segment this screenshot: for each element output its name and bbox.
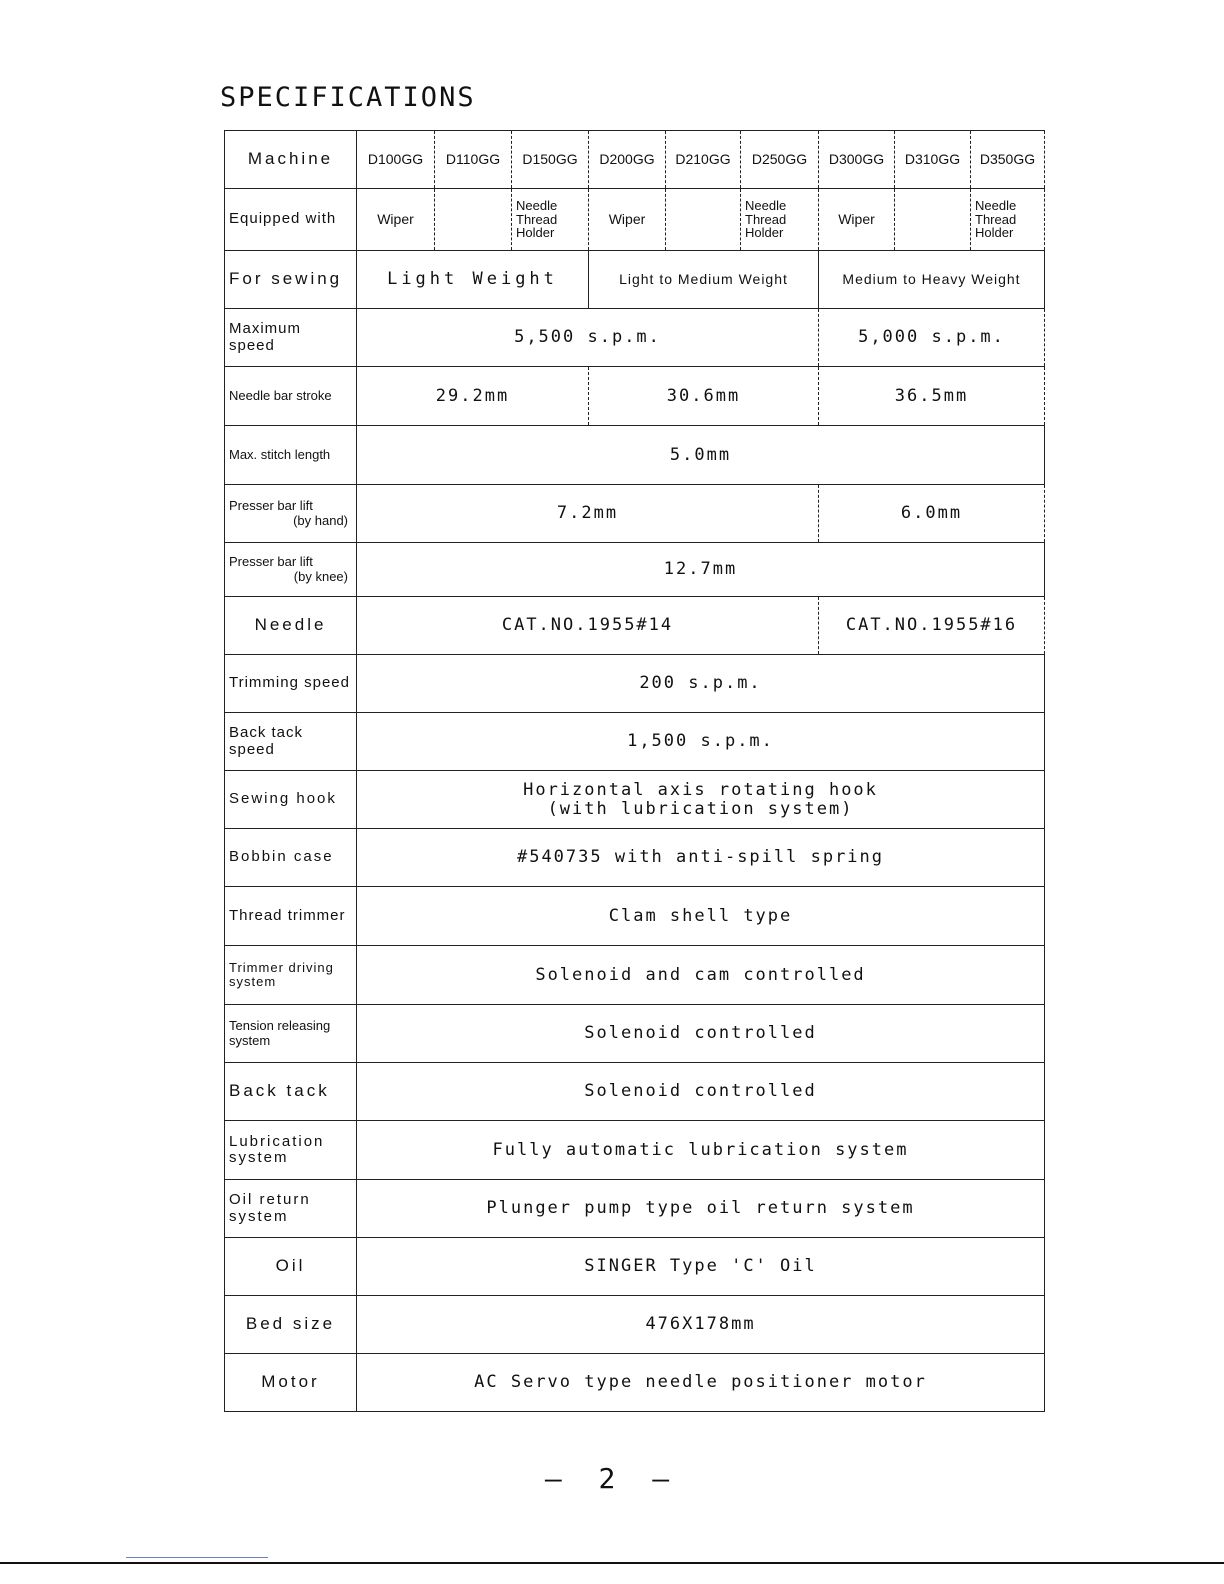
row-label-sewing-hook: Sewing hook bbox=[225, 771, 357, 829]
row-label-back-tack-speed: Back tack speed bbox=[225, 713, 357, 771]
model-d310gg: D310GG bbox=[895, 131, 971, 189]
row-label-presser-hand: Presser bar lift (by hand) bbox=[225, 485, 357, 543]
model-d250gg: D250GG bbox=[741, 131, 819, 189]
thread-trimmer-value: Clam shell type bbox=[357, 887, 1045, 946]
page-title: SPECIFICATIONS bbox=[220, 82, 476, 113]
table-row-oil-return bbox=[225, 1180, 1045, 1238]
model-d150gg: D150GG bbox=[512, 131, 589, 189]
table-row-back-tack-speed bbox=[225, 713, 1045, 771]
page-number: — 2 — bbox=[544, 1462, 680, 1495]
table-row-max-stitch-length bbox=[225, 426, 1045, 485]
table-row-thread-trimmer bbox=[225, 887, 1045, 946]
specifications-table bbox=[224, 130, 1045, 1412]
row-label-thread-trimmer: Thread trimmer bbox=[225, 887, 357, 946]
trimming-speed-value: 200 s.p.m. bbox=[357, 655, 1045, 713]
equipped-d310gg bbox=[895, 189, 971, 251]
equipped-d250gg: Needle Thread Holder bbox=[741, 189, 819, 251]
bottom-link-line bbox=[126, 1557, 268, 1558]
table-row-needle bbox=[225, 597, 1045, 655]
presser-hand-a: 7.2mm bbox=[357, 485, 819, 543]
for-sewing-light: Light Weight bbox=[357, 251, 589, 309]
model-d210gg: D210GG bbox=[666, 131, 741, 189]
table-row-tension-releasing bbox=[225, 1005, 1045, 1063]
presser-knee-value: 12.7mm bbox=[357, 543, 1045, 597]
row-label-trimmer-driving: Trimmer driving system bbox=[225, 946, 357, 1005]
row-label-motor: Motor bbox=[225, 1354, 357, 1412]
row-label-needle-bar-stroke: Needle bar stroke bbox=[225, 367, 357, 426]
row-label-machine: Machine bbox=[225, 131, 357, 189]
row-label-bobbin-case: Bobbin case bbox=[225, 829, 357, 887]
table-row-machine bbox=[225, 131, 1045, 189]
table-row-for-sewing bbox=[225, 251, 1045, 309]
table-row-bobbin-case bbox=[225, 829, 1045, 887]
motor-value: AC Servo type needle positioner motor bbox=[357, 1354, 1045, 1412]
row-label-lubrication: Lubrication system bbox=[225, 1121, 357, 1180]
model-d110gg: D110GG bbox=[435, 131, 512, 189]
table-row-lubrication bbox=[225, 1121, 1045, 1180]
row-label-max-stitch-length: Max. stitch length bbox=[225, 426, 357, 485]
table-row-back-tack bbox=[225, 1063, 1045, 1121]
model-d200gg: D200GG bbox=[589, 131, 666, 189]
table-row-presser-knee bbox=[225, 543, 1045, 597]
row-label-oil: Oil bbox=[225, 1238, 357, 1296]
row-label-tension-releasing: Tension releasing system bbox=[225, 1005, 357, 1063]
for-sewing-light-medium: Light to Medium Weight bbox=[589, 251, 819, 309]
bottom-rule bbox=[0, 1562, 1224, 1564]
equipped-d300gg: Wiper bbox=[819, 189, 895, 251]
table-row-equipped bbox=[225, 189, 1045, 251]
back-tack-speed-value: 1,500 s.p.m. bbox=[357, 713, 1045, 771]
max-stitch-length-value: 5.0mm bbox=[357, 426, 1045, 485]
lubrication-value: Fully automatic lubrication system bbox=[357, 1121, 1045, 1180]
row-label-bed-size: Bed size bbox=[225, 1296, 357, 1354]
needle-bar-stroke-b: 30.6mm bbox=[589, 367, 819, 426]
equipped-d210gg bbox=[666, 189, 741, 251]
oil-return-value: Plunger pump type oil return system bbox=[357, 1180, 1045, 1238]
needle-b: CAT.NO.1955#16 bbox=[819, 597, 1045, 655]
needle-a: CAT.NO.1955#14 bbox=[357, 597, 819, 655]
row-label-trimming-speed: Trimming speed bbox=[225, 655, 357, 713]
oil-value: SINGER Type 'C' Oil bbox=[357, 1238, 1045, 1296]
needle-bar-stroke-a: 29.2mm bbox=[357, 367, 589, 426]
table-row-trimming-speed bbox=[225, 655, 1045, 713]
back-tack-value: Solenoid controlled bbox=[357, 1063, 1045, 1121]
table-row-needle-bar-stroke bbox=[225, 367, 1045, 426]
equipped-d200gg: Wiper bbox=[589, 189, 666, 251]
equipped-d100gg: Wiper bbox=[357, 189, 435, 251]
equipped-d110gg bbox=[435, 189, 512, 251]
model-d300gg: D300GG bbox=[819, 131, 895, 189]
table-row-motor bbox=[225, 1354, 1045, 1412]
row-label-needle: Needle bbox=[225, 597, 357, 655]
equipped-d150gg: Needle Thread Holder bbox=[512, 189, 589, 251]
table-row-maximum-speed bbox=[225, 309, 1045, 367]
trimmer-driving-value: Solenoid and cam controlled bbox=[357, 946, 1045, 1005]
tension-releasing-value: Solenoid controlled bbox=[357, 1005, 1045, 1063]
presser-hand-b: 6.0mm bbox=[819, 485, 1045, 543]
model-d350gg: D350GG bbox=[971, 131, 1045, 189]
needle-bar-stroke-c: 36.5mm bbox=[819, 367, 1045, 426]
row-label-back-tack: Back tack bbox=[225, 1063, 357, 1121]
max-speed-b: 5,000 s.p.m. bbox=[819, 309, 1045, 367]
max-speed-a: 5,500 s.p.m. bbox=[357, 309, 819, 367]
row-label-presser-knee: Presser bar lift (by knee) bbox=[225, 543, 357, 597]
table-row-presser-hand bbox=[225, 485, 1045, 543]
for-sewing-medium-heavy: Medium to Heavy Weight bbox=[819, 251, 1045, 309]
model-d100gg: D100GG bbox=[357, 131, 435, 189]
row-label-maximum-speed: Maximum speed bbox=[225, 309, 357, 367]
equipped-d350gg: Needle Thread Holder bbox=[971, 189, 1045, 251]
sewing-hook-value: Horizontal axis rotating hook (with lubrication system) bbox=[357, 771, 1045, 829]
row-label-equipped: Equipped with bbox=[225, 189, 357, 251]
table-row-oil bbox=[225, 1238, 1045, 1296]
row-label-oil-return: Oil return system bbox=[225, 1180, 357, 1238]
bed-size-value: 476X178mm bbox=[357, 1296, 1045, 1354]
table-row-bed-size bbox=[225, 1296, 1045, 1354]
table-row-sewing-hook bbox=[225, 771, 1045, 829]
table-row-trimmer-driving bbox=[225, 946, 1045, 1005]
bobbin-case-value: #540735 with anti-spill spring bbox=[357, 829, 1045, 887]
row-label-for-sewing: For sewing bbox=[225, 251, 357, 309]
